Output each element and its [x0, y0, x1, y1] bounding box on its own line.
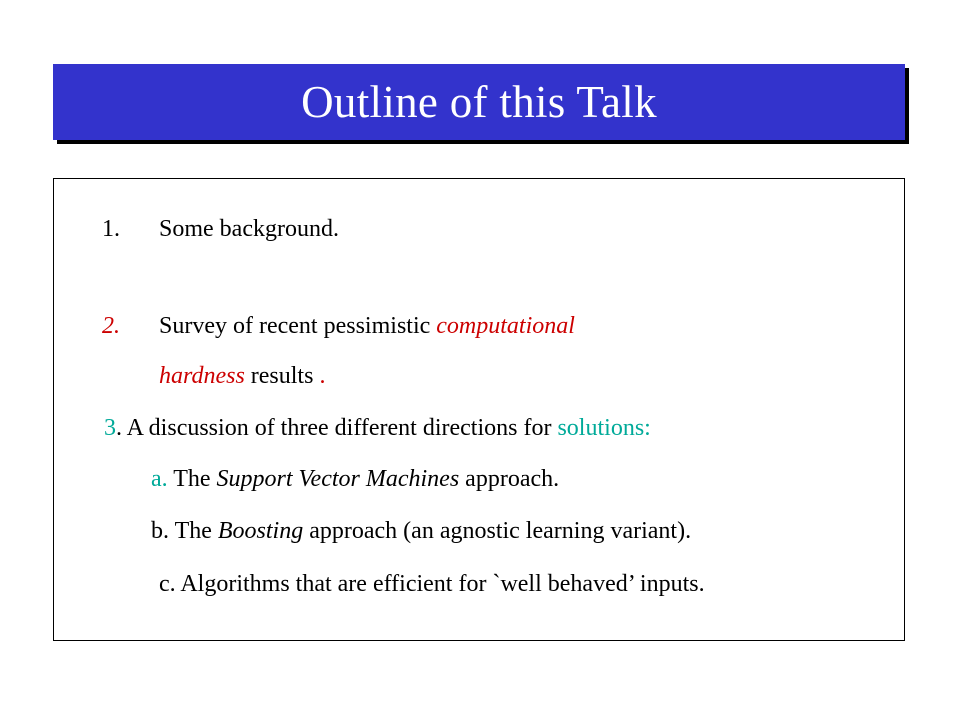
item-number: 2.: [102, 313, 120, 339]
item-text-emphasis: hardness: [159, 363, 245, 389]
outline-subitem-b: [151, 517, 691, 545]
outline-box: [53, 178, 905, 641]
outline-subitem-a: [151, 465, 559, 493]
subitem-letter: a.: [151, 466, 168, 492]
outline-subitem-c: [159, 570, 705, 598]
item-text: . A discussion of three different directions for: [116, 415, 558, 441]
title-bar: [53, 64, 905, 140]
item-text: Survey of recent pessimistic: [159, 313, 437, 339]
subitem-text: c. Algorithms that are efficient for `well behaved’ inputs.: [159, 571, 705, 597]
subitem-text: The: [169, 518, 218, 544]
subitem-text: The: [167, 466, 217, 492]
outline-item-2-continued: [159, 362, 325, 390]
item-number: 3: [104, 415, 116, 441]
item-text-period: .: [319, 363, 326, 389]
outline-item-1: [102, 215, 339, 243]
outline-item-3: [104, 414, 651, 442]
subitem-text-emphasis: Support Vector Machines: [216, 466, 460, 492]
subitem-text: approach.: [459, 466, 560, 492]
outline-item-2: [102, 312, 575, 340]
subitem-text-emphasis: Boosting: [217, 518, 304, 544]
item-text-emphasis: computational: [436, 313, 575, 339]
item-number: 1.: [102, 216, 120, 242]
subitem-text: approach (an agnostic learning variant).: [303, 518, 692, 544]
item-text: Some background.: [159, 216, 339, 242]
subitem-letter: b.: [151, 518, 169, 544]
slide-title: Outline of this Talk: [301, 76, 657, 127]
item-text: results: [244, 363, 320, 389]
item-text-emphasis: solutions:: [557, 415, 651, 441]
